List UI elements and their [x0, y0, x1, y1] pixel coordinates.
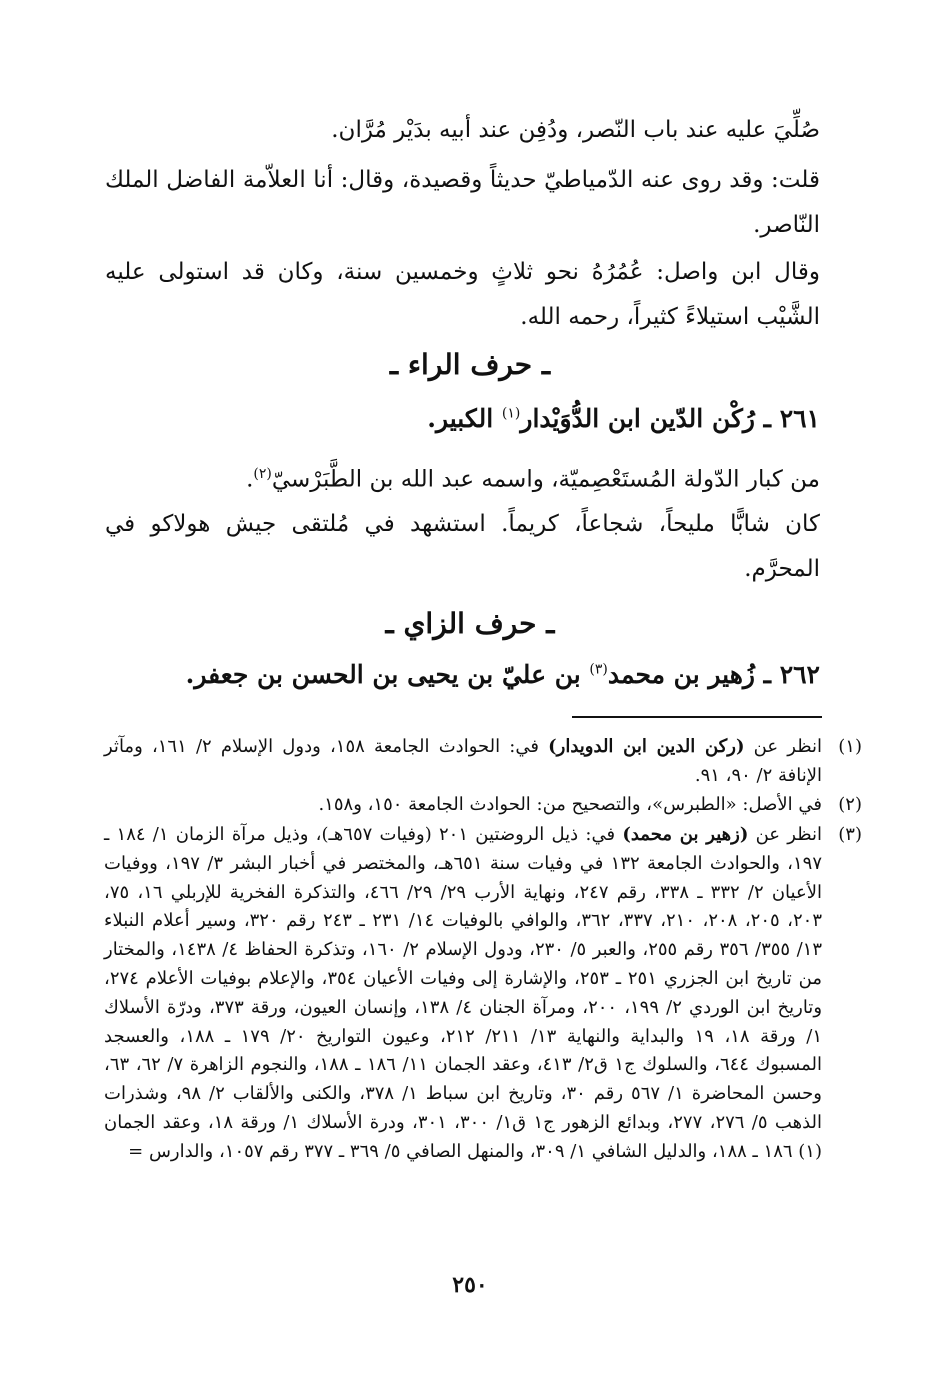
footnote-text: في: الحوادث الجامعة ١٥٨، ودول الإسلام ٢/ ١٦١، ومآثر الإنافة ٢/ ٩٠، ٩١.: [104, 736, 822, 786]
footnote-text: في الأصل: «الطبرس»، والتصحيح من: الحوادث الجامعة ١٥٠، و١٥٨.: [318, 794, 822, 815]
origin-text: من كبار الدّولة المُستَعْصِميّة، واسمه عبد الله بن الطَّبَرْسيّ: [271, 466, 820, 493]
footnote-text: انظر عن: [744, 736, 822, 757]
footnote-1: [104, 733, 862, 791]
entry-262-title: [105, 660, 820, 689]
footnote-divider: [572, 716, 822, 718]
entry-261-suffix: الكبير.: [427, 404, 502, 433]
section-heading-zay: ـ حرف الزاي ـ: [385, 607, 555, 640]
footnote-ref-1: (١): [501, 405, 521, 422]
footnote-subject: (زهير بن محمد): [622, 824, 749, 845]
section-heading-ra: ـ حرف الراء ـ: [389, 348, 551, 381]
footnote-text: في: ذيل الروضتين ٢٠١ (وفيات ٦٥٧هـ)، وذيل مرآة الزمان ١/ ١٨٤ ـ ١٩٧، والحوادث الجامعة ١٣٢ في وفيات سنة ٦٥١هـ، والمختصر في أخبار البشر ٣/ ١٩٧، ووفيات الأعيان ٢/ ٣٣٢ ـ ٣٣٨، رقم ٢٤٧، ونهاية الأرب ٢٩/ ٢٩/ ٤٦٦، والتذكرة الفخرية للإربلي ١٦، ٧٥، ٢٠٣، ٢٠٥، ٢٠٨، ٢١٠، ٣٣٧، ٣٦٢، والوافي بالوفيات ١٤/ ٢٣١ ـ ٢٤٣ رقم ٣٢٠، وسير أعلام النبلاء ١٣/ ٣٥٥/ ٣٥٦ رقم ٢٥٥، والعبر ٥/ ٢٣٠، ودول الإسلام ٢/ ١٦٠، وتذكرة الحفاظ ٤/ ١٤٣٨، والمختار من تاريخ ابن الجزري ٢٥١ ـ ٢٥٣، والإشارة إلى وفيات الأعيان ٣٥٤، والإعلام بوفيات الأعلام ٢٧٤، وتاريخ ابن الوردي ٢/ ١٩٩، ٢٠٠، ومرآة الجنان ٤/ ١٣٨، وإنسان العيون، ورقة ٣٧٣، ودرّة الأسلاك ١/ ورقة ١٨، ١٩ والبداية والنهاية ١٣/ ٢١١/ ٢١٢، وعيون التواريخ ٢٠/ ١٧٩ ـ ١٨٨، والعسجد المسبوك ٦٤٤، والسلوك ج١ ق٢/ ٤١٣، وعقد الجمان ١١/ ١٨٦ ـ ١٨٨، والنجوم الزاهرة ٧/ ٦٢، ٦٣، وحسن المحاضرة ١/ ٥٦٧ رقم ٣٠، وتاريخ ابن سباط ١/ ٣٧٨، والكنى والألقاب ٢/ ٩٨، وشذرات الذهب ٥/ ٢٧٦، ٢٧٧، وبدائع الزهور ج١ ق١/ ٣٠٠، ٣٠١، ودرة الأسلاك ١/ ورقة ١٨، وعقد الجمان (١) ١٨٦ ـ ١٨٨، والدليل الشافي ١/ ٣٠٩، والمنهل الصافي ٥/ ٣٦٩ ـ ٣٧٧ رقم ١٠٥٧، والدارس =: [104, 824, 823, 1162]
paragraph-dimyati: قلت: وقد روى عنه الدّمياطيّ حديثاً وقصيدة، وقال: أنا العلاّمة الفاضل الملك النّاصر.: [105, 167, 820, 238]
paragraph-ibn-wasil: وقال ابن واصل: عُمُرُهُ نحو ثلاثٍ وخمسين سنة، وكان قد استولى عليه الشَّيْب استيلاءً كثيراً، رحمه الله.: [105, 259, 820, 330]
footnote-3: [104, 821, 862, 1167]
entry-262-name: ٢٦٢ ـ زُهير بن محمد: [607, 660, 820, 689]
footnote-ref-3: (٣): [589, 661, 608, 678]
entry-262-suffix: بن عليّ بن يحيى بن الحسن بن جعفر.: [185, 660, 590, 689]
footnote-number: (٣): [838, 824, 862, 845]
origin-end: .: [246, 466, 254, 493]
footnote-number: (٢): [838, 794, 862, 815]
footnote-subject: (ركن الدين ابن الدويدار): [548, 736, 745, 757]
entry-261-name: ٢٦١ ـ رُكْن الدّين ابن الدُّوَيْدار: [520, 404, 820, 433]
page-number: ٢٥٠: [452, 1272, 488, 1298]
footnote-number: (١): [838, 736, 862, 757]
footnote-2: [104, 791, 862, 820]
footnote-text: انظر عن: [748, 824, 823, 845]
paragraph-entry-261-description: كان شابًّا مليحاً، شجاعاً، كريماً. استشهد في مُلتقى جيش هولاكو في المحرَّم.: [105, 511, 820, 582]
entry-261-title: [105, 404, 820, 433]
paragraph-entry-261-origin: [105, 452, 820, 503]
paragraph-burial: صُلِّيَ عليه عند باب النّصر، ودُفِن عند أبيه بدَيْر مُرَّان.: [331, 117, 820, 143]
footnote-ref-2: (٢): [253, 466, 272, 482]
